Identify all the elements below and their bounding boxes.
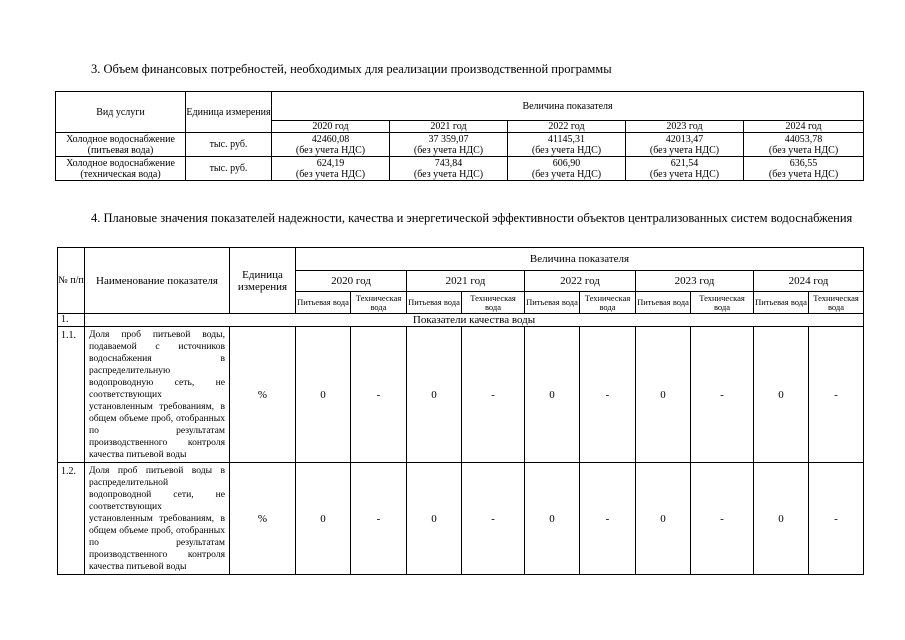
value-cell: 0 <box>636 463 691 575</box>
table-row <box>58 463 864 575</box>
value-cell: 621,54 (без учета НДС) <box>626 157 744 181</box>
value-cell: 42460,08 (без учета НДС) <box>272 133 390 157</box>
unit-cell: % <box>230 327 296 463</box>
indicator-name: Доля проб питьевой воды, подаваемой с источников водоснабжения в распределительную водопроводную сеть, не соответствующих установленным требованиям, в общем объеме проб, отобранных по результатам производственного контроля качества питьевой воды <box>85 327 230 463</box>
value-cell: 0 <box>525 463 580 575</box>
table-row <box>56 157 864 181</box>
financial-needs-table <box>55 91 864 181</box>
year-header: 2024 год <box>754 271 864 292</box>
unit-cell: % <box>230 463 296 575</box>
value-cell: - <box>809 327 864 463</box>
technical-water-header: Техническая вода <box>351 292 407 314</box>
value-cell: - <box>462 327 525 463</box>
header-num: № п/п <box>58 248 85 314</box>
year-header: 2022 год <box>525 271 636 292</box>
drinking-water-header: Питьевая вода <box>636 292 691 314</box>
technical-water-header: Техническая вода <box>809 292 864 314</box>
drinking-water-header: Питьевая вода <box>754 292 809 314</box>
year-header: 2020 год <box>272 121 390 133</box>
value-cell: 0 <box>296 463 351 575</box>
service-name: Холодное водоснабжение (техническая вода) <box>56 157 186 181</box>
unit-cell: тыс. руб. <box>186 133 272 157</box>
group-num: 1. <box>58 314 85 327</box>
value-cell: 0 <box>636 327 691 463</box>
value-cell: - <box>691 327 754 463</box>
value-cell: - <box>462 463 525 575</box>
header-row <box>58 248 864 271</box>
unit-cell: тыс. руб. <box>186 157 272 181</box>
table-row <box>56 133 864 157</box>
year-header: 2021 год <box>407 271 525 292</box>
drinking-water-header: Питьевая вода <box>525 292 580 314</box>
value-cell: 636,55 (без учета НДС) <box>744 157 864 181</box>
group-row <box>58 314 864 327</box>
value-cell: 44053,78 (без учета НДС) <box>744 133 864 157</box>
value-cell: 0 <box>754 327 809 463</box>
group-label: Показатели качества воды <box>85 314 864 327</box>
year-header: 2023 год <box>626 121 744 133</box>
value-cell: 0 <box>407 463 462 575</box>
header-name: Наименование показателя <box>85 248 230 314</box>
section-4-title: 4. Плановые значения показателей надежности, качества и энергетической эффективности объектов централизованных систем водоснабжения <box>91 211 853 225</box>
header-value: Величина показателя <box>296 248 864 271</box>
value-cell: 37 359,07 (без учета НДС) <box>390 133 508 157</box>
header-service: Вид услуги <box>56 92 186 133</box>
year-header: 2021 год <box>390 121 508 133</box>
value-cell: - <box>691 463 754 575</box>
value-cell: 42013,47 (без учета НДС) <box>626 133 744 157</box>
value-cell: 624,19 (без учета НДС) <box>272 157 390 181</box>
drinking-water-header: Питьевая вода <box>407 292 462 314</box>
value-cell: 41145,31 (без учета НДС) <box>508 133 626 157</box>
year-header: 2023 год <box>636 271 754 292</box>
value-cell: 743,84 (без учета НДС) <box>390 157 508 181</box>
value-cell: - <box>580 327 636 463</box>
technical-water-header: Техническая вода <box>691 292 754 314</box>
technical-water-header: Техническая вода <box>580 292 636 314</box>
value-cell: 0 <box>407 327 462 463</box>
header-unit: Единица измерения <box>230 248 296 314</box>
row-num: 1.1. <box>58 327 85 463</box>
technical-water-header: Техническая вода <box>462 292 525 314</box>
indicators-table <box>57 247 864 575</box>
value-cell: 0 <box>525 327 580 463</box>
value-cell: - <box>809 463 864 575</box>
table-row <box>58 327 864 463</box>
header-unit: Единица измерения <box>186 92 272 133</box>
value-cell: 606,90 (без учета НДС) <box>508 157 626 181</box>
drinking-water-header: Питьевая вода <box>296 292 351 314</box>
indicator-name: Доля проб питьевой воды в распределительной водопроводной сети, не соответствующих установленным требованиям, в общем объеме проб, отобранных по результатам производственного контроля качества питьевой воды <box>85 463 230 575</box>
value-cell: - <box>580 463 636 575</box>
year-header: 2020 год <box>296 271 407 292</box>
year-header: 2022 год <box>508 121 626 133</box>
year-header: 2024 год <box>744 121 864 133</box>
value-cell: 0 <box>296 327 351 463</box>
header-row <box>56 92 864 121</box>
value-cell: 0 <box>754 463 809 575</box>
row-num: 1.2. <box>58 463 85 575</box>
value-cell: - <box>351 463 407 575</box>
header-value: Величина показателя <box>272 92 864 121</box>
service-name: Холодное водоснабжение (питьевая вода) <box>56 133 186 157</box>
section-3-title: 3. Объем финансовых потребностей, необходимых для реализации производственной программы <box>91 62 612 76</box>
value-cell: - <box>351 327 407 463</box>
